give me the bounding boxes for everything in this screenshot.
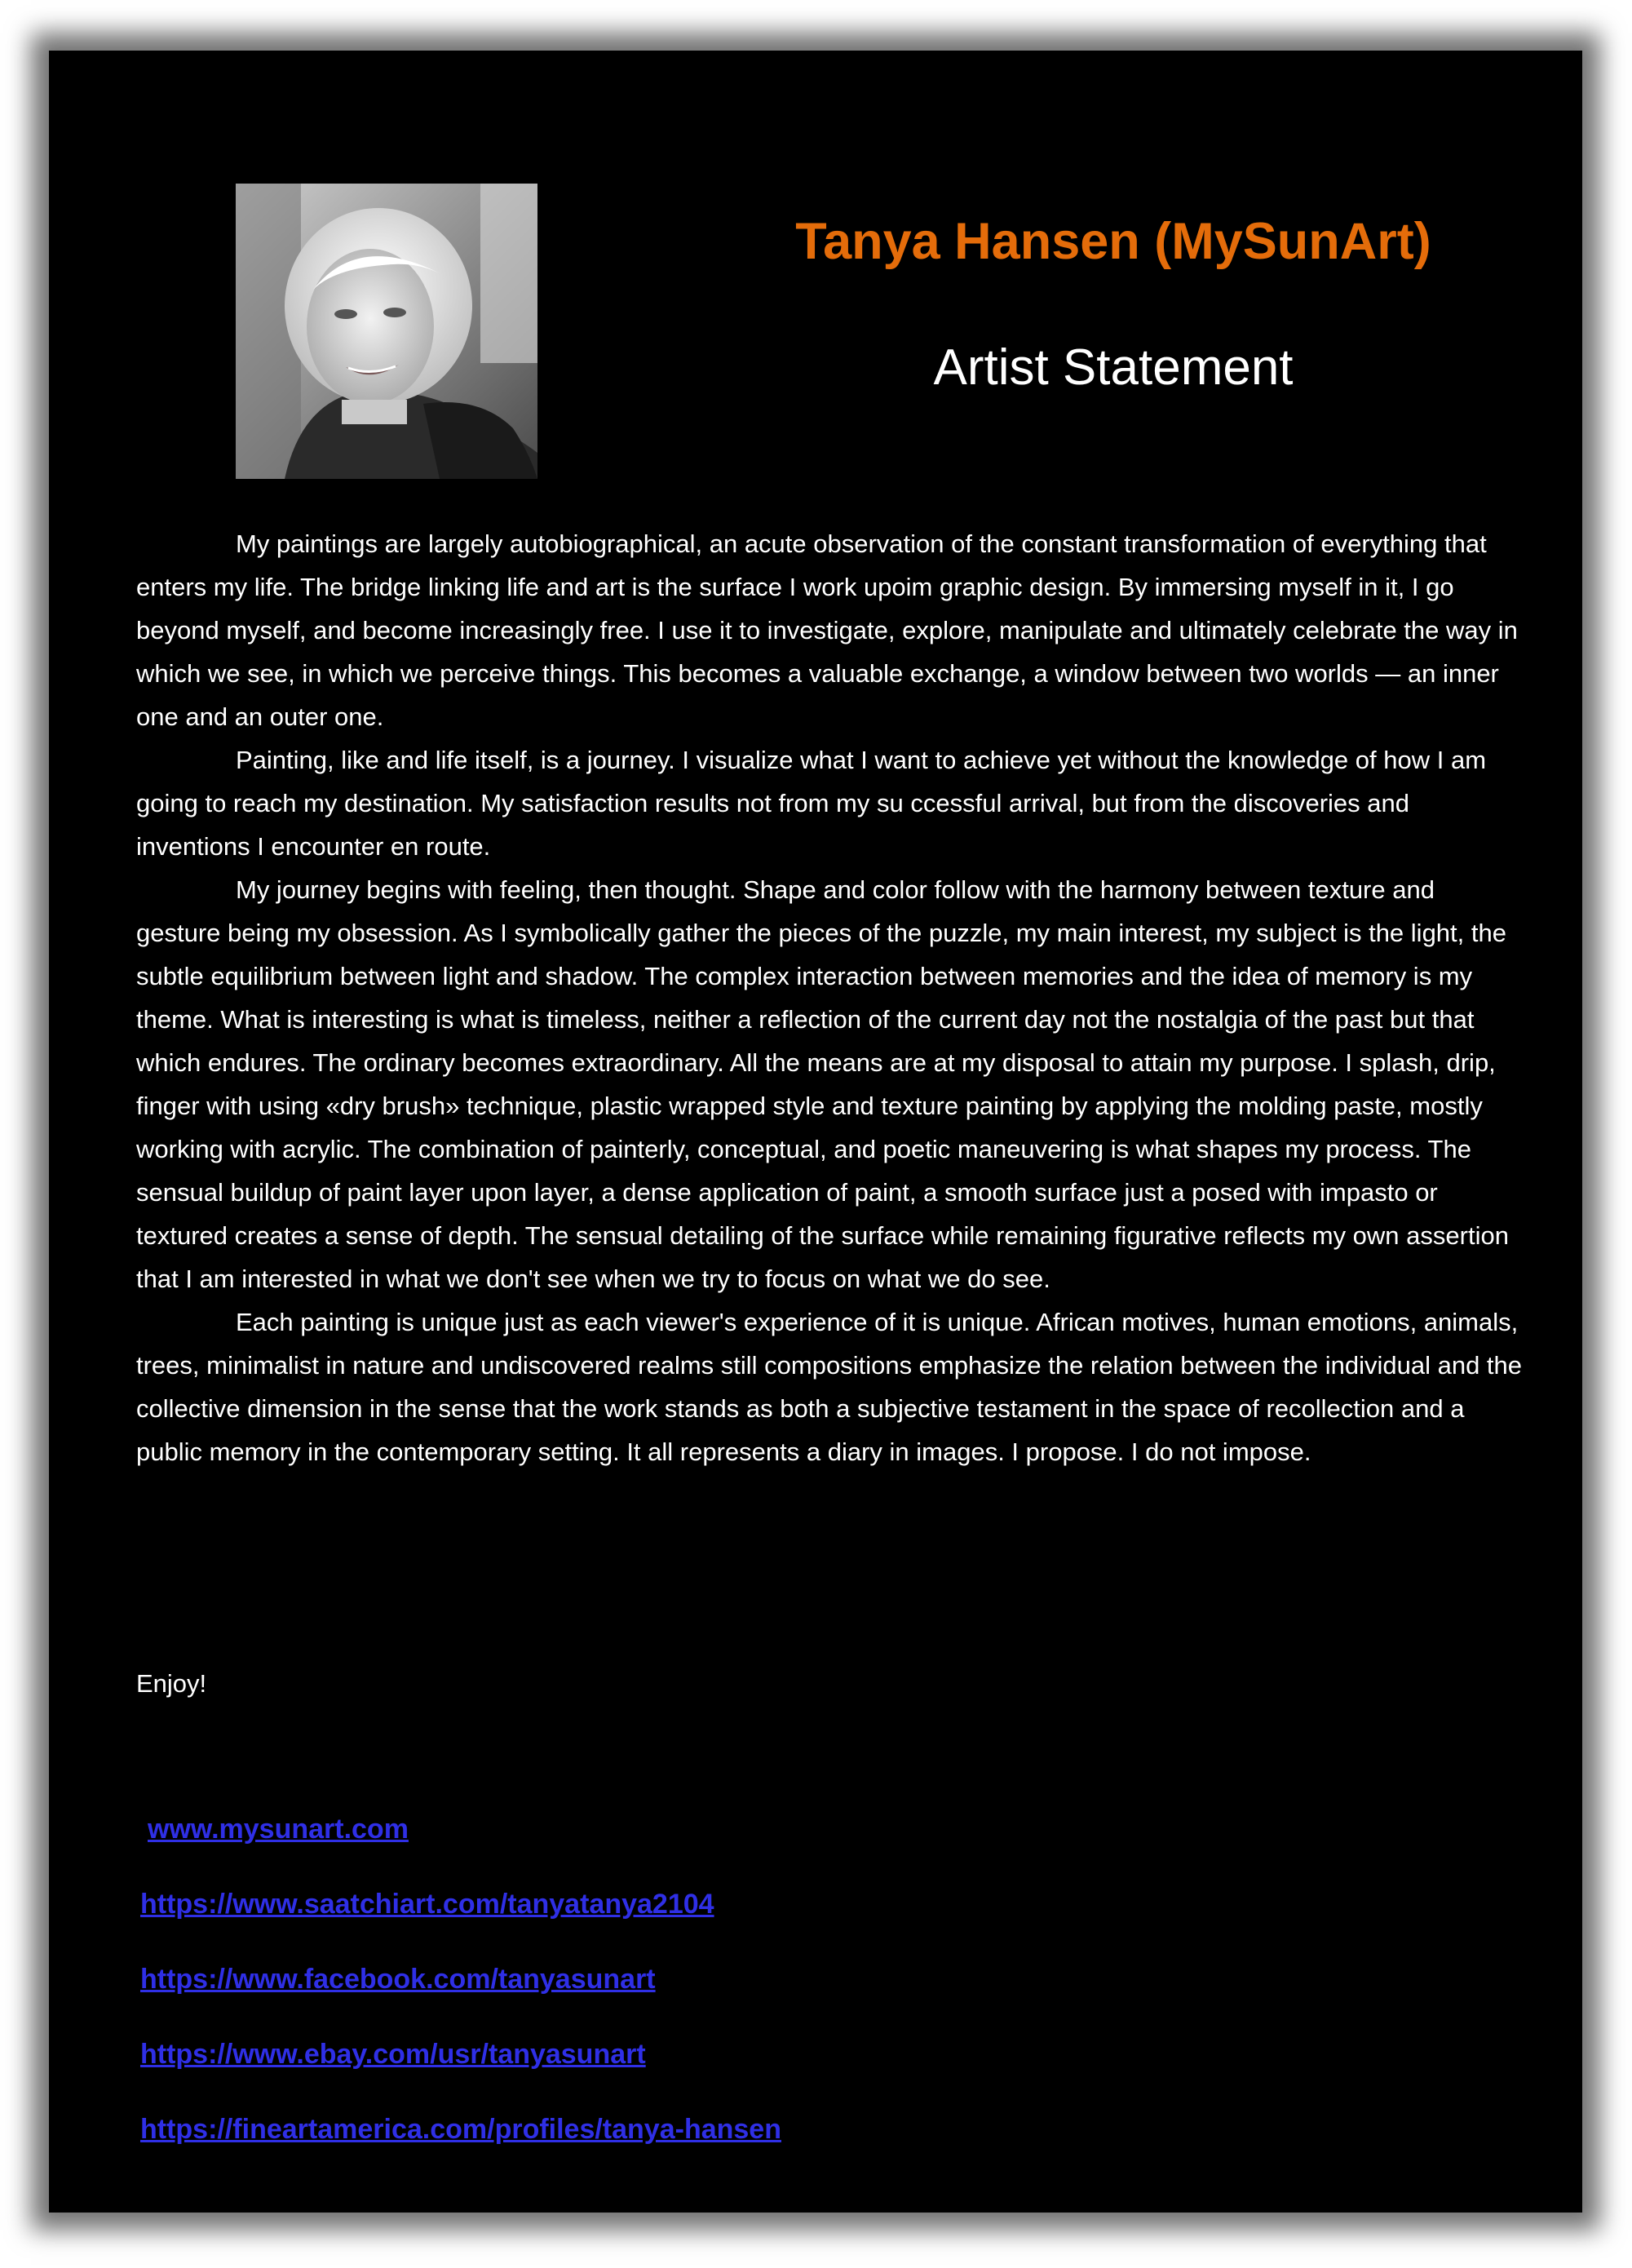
page-subtitle: Artist Statement [933, 339, 1294, 396]
link-fineartamerica[interactable]: https://fineartamerica.com/profiles/tanya-hansen [140, 2114, 781, 2145]
statement-paragraph-1: My paintings are largely autobiographical, an acute observation of the constant transformation of everything that enters my life. The bridge linking life and art is the surface I work upoim graphic design. By immersing myself in it, I go beyond myself, and become increasingly free. I use it to investigate, explore, manipulate and ultimately celebrate the way in which we see, in which we perceive things. This becomes a valuable exchange, a window between two worlds — an inner one and an outer one. [136, 529, 1518, 731]
list-item [140, 2034, 781, 2109]
link-mysunart[interactable]: www.mysunart.com [148, 1814, 409, 1845]
list-item [140, 1959, 781, 2034]
list-item [140, 1884, 781, 1959]
statement-paragraph-2: Painting, like and life itself, is a journey. I visualize what I want to achieve yet without the knowledge of how I am going to reach my destination. My satisfaction results not from my su ccessful arrival, but from the discoveries and inventions I encounter en route. [136, 746, 1487, 861]
link-ebay[interactable]: https://www.ebay.com/usr/tanyasunart [140, 2039, 646, 2070]
closing-text: Enjoy! [136, 1669, 207, 1698]
list-item [140, 1809, 781, 1884]
portrait-photo-icon [236, 184, 537, 479]
statement-paragraph-3: My journey begins with feeling, then thought. Shape and color follow with the harmony between texture and gesture being my obsession. As I symbolically gather the pieces of the puzzle, my main interest, my subject is the light, the subtle equilibrium between light and shadow. The complex interaction between memories and the idea of memory is my theme. What is interesting is what is timeless, neither a reflection of the current day not the nostalgia of the past but that which endures. The ordinary becomes extraordinary. All the means are at my disposal to attain my purpose. I splash, drip, finger with using «dry brush» technique, plastic wrapped style and texture painting by applying the molding paste, mostly working with acrylic. The combination of painterly, conceptual, and poetic maneuvering is what shapes my process. The sensual buildup of paint layer upon layer, a dense application of paint, a smooth surface just a posed with impasto or textured creates a sense of depth. The sensual detailing of the surface while remaining figurative reflects my own assertion that I am interested in what we don't see when we try to focus on what we do see. [136, 875, 1509, 1293]
statement-paragraph-4: Each painting is unique just as each viewer's experience of it is unique. African motives, human emotions, animals, trees, minimalist in nature and undiscovered realms still compositions emphasize the relation between the individual and the collective dimension in the sense that the work stands as both a subjective testament in the space of recollection and a public memory in the contemporary setting. It all represents a diary in images. I propose. I do not impose. [136, 1308, 1523, 1466]
link-list [140, 1809, 781, 2184]
link-facebook[interactable]: https://www.facebook.com/tanyasunart [140, 1964, 656, 1995]
link-saatchiart[interactable]: https://www.saatchiart.com/tanyatanya2104 [140, 1889, 714, 1920]
artist-name: Tanya Hansen (MySunArt) [795, 213, 1431, 270]
statement-body [136, 522, 1523, 1473]
list-item [140, 2109, 781, 2184]
statement-page [49, 51, 1582, 2213]
